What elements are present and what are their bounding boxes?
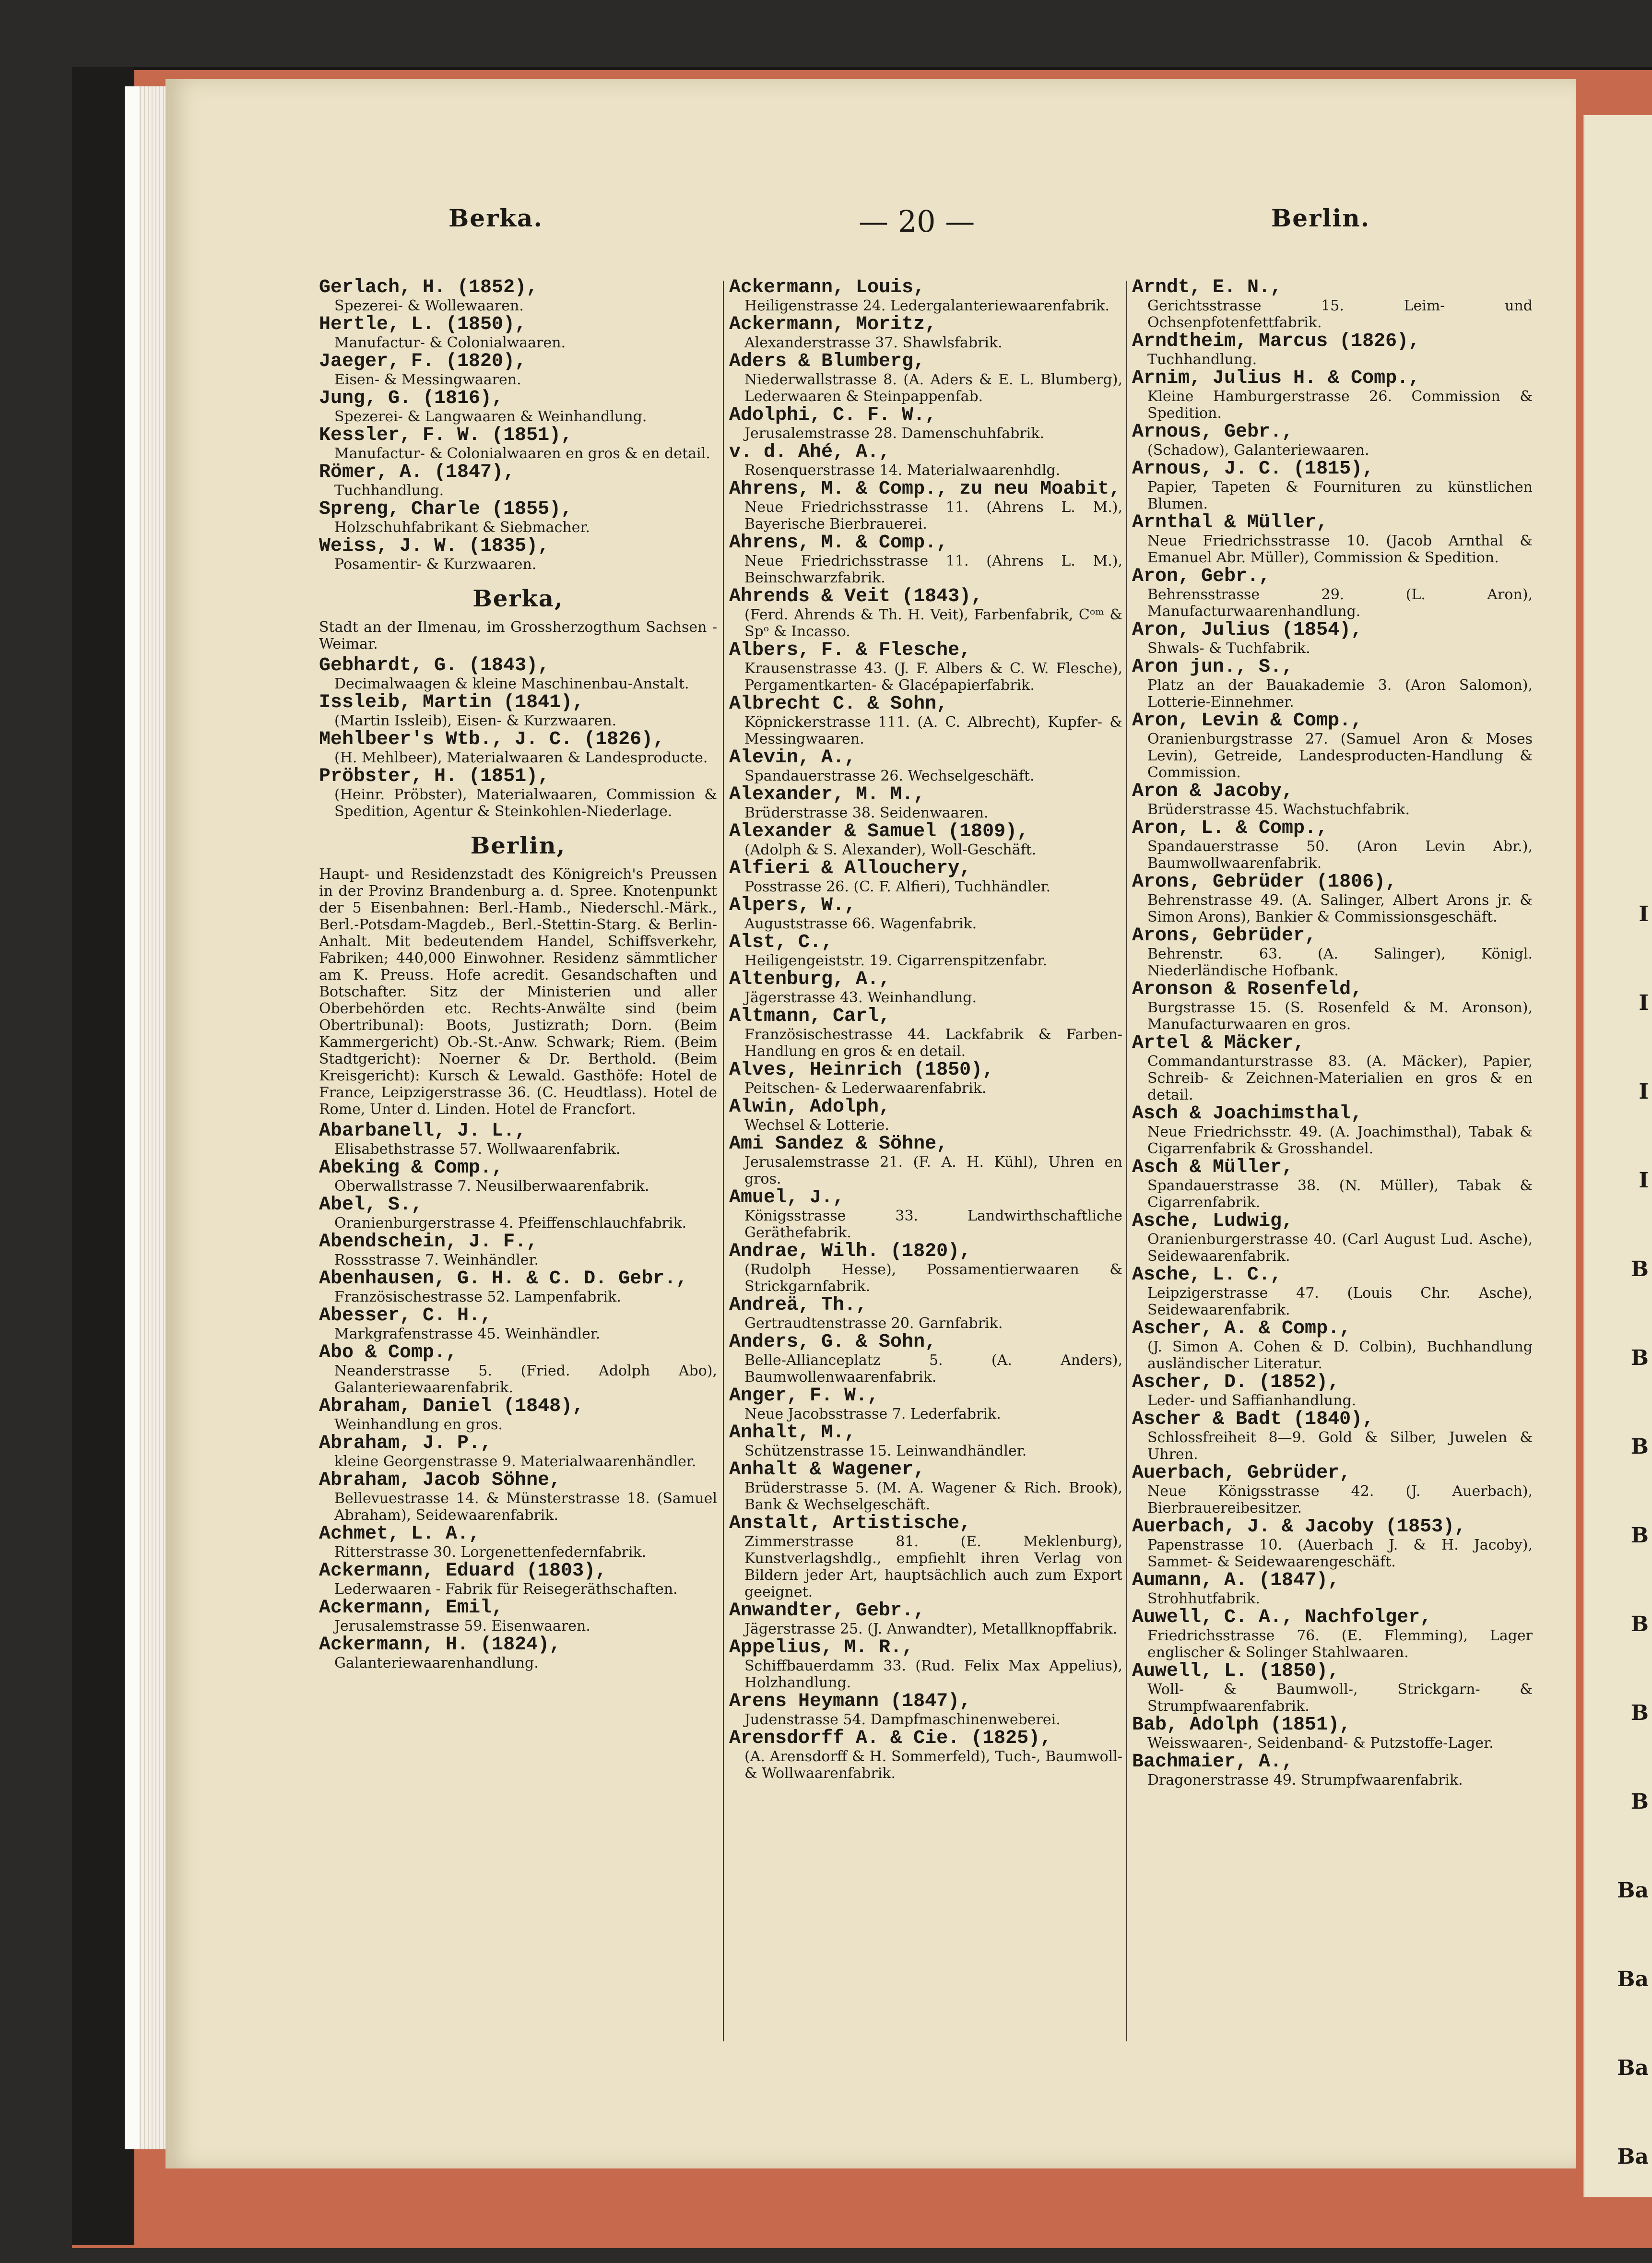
column-rule — [723, 281, 724, 2041]
entry-details: Schiffbauerdamm 33. (Rud. Felix Max Appelius), Holzhandlung. — [744, 1658, 1122, 1691]
entry-details: Heiligengeiststr. 19. Cigarrenspitzenfabr. — [744, 952, 1048, 969]
entry-details: Shwals- & Tuchfabrik. — [1147, 640, 1310, 657]
entry-details: Oranienburgstrasse 27. (Samuel Aron & Moses Levin), Getreide, Landesproducten-Handlung & Commission. — [1147, 731, 1533, 781]
entry-details: Tuchhandlung. — [1147, 351, 1257, 368]
directory-entry — [729, 352, 1122, 405]
directory-entry — [1132, 423, 1533, 459]
entry-name: Auwell, C. A., Nachfolger, — [1132, 1607, 1432, 1628]
directory-entry — [729, 1460, 1122, 1513]
entry-name: Arnthal & Müller, — [1132, 512, 1328, 533]
directory-entry — [1132, 1034, 1533, 1103]
entry-details: Neue Friedrichsstrasse 11. (Ahrens L. M.), Beinschwarzfabrik. — [744, 553, 1122, 586]
directory-entry — [1132, 513, 1533, 566]
entry-details: Französischestrasse 44. Lackfabrik & Farben-Handlung en gros & en detail. — [744, 1026, 1122, 1060]
entry-name: Gebhardt, G. (1843), — [319, 655, 550, 676]
entry-details: kleine Georgenstrasse 9. Materialwaarenhändler. — [334, 1453, 696, 1470]
directory-entry — [319, 1196, 717, 1232]
entry-name: Aron, L. & Comp., — [1132, 818, 1328, 839]
column-rule — [1126, 281, 1127, 2041]
directory-entry — [729, 480, 1122, 533]
directory-entry — [729, 1135, 1122, 1187]
directory-entry — [319, 278, 717, 314]
directory-entry — [319, 1562, 717, 1598]
entry-details: Weinhandlung en gros. — [334, 1416, 503, 1433]
entry-name: Ami Sandez & Söhne, — [729, 1133, 948, 1155]
entry-details: Oberwallstrasse 7. Neusilberwaarenfabrik. — [334, 1178, 649, 1195]
facing-page-letter: B — [1630, 1612, 1649, 1636]
facing-page-letter: B — [1630, 1701, 1649, 1725]
entry-details: Jerusalemstrasse 28. Damenschuhfabrik. — [744, 425, 1044, 442]
facing-page-letter: I — [1639, 991, 1649, 1015]
directory-entry — [1132, 1716, 1533, 1752]
facing-page-letter: I — [1639, 902, 1649, 926]
entry-details: Neue Königsstrasse 42. (J. Auerbach), Bierbrauereibesitzer. — [1147, 1483, 1533, 1517]
entry-details: Lederwaaren - Fabrik für Reisegeräthschaften. — [334, 1581, 678, 1598]
entry-details: Schlossfreiheit 8—9. Gold & Silber, Juwelen & Uhren. — [1147, 1429, 1533, 1463]
directory-entry — [1132, 1212, 1533, 1265]
entry-details: Peitschen- & Lederwaarenfabrik. — [744, 1080, 987, 1097]
directory-entry — [319, 1397, 717, 1433]
entry-name: Ahrens, M. & Comp., zu neu Moabit, — [729, 478, 1121, 500]
entry-details: (Ferd. Ahrends & Th. H. Veit), Farbenfabrik, Cᵒᵐ & Spᵒ & Incasso. — [744, 606, 1122, 640]
entry-name: Mehlbeer's Wtb., J. C. (1826), — [319, 729, 665, 750]
entry-details: Auguststrasse 66. Wagenfabrik. — [744, 915, 977, 932]
entry-name: Alst, C., — [729, 932, 833, 953]
directory-entry — [729, 1601, 1122, 1637]
directory-entry — [729, 748, 1122, 784]
entry-name: Aumann, A. (1847), — [1132, 1570, 1340, 1591]
entry-details: Markgrafenstrasse 45. Weinhändler. — [334, 1326, 601, 1342]
entry-name: Anwandter, Gebr., — [729, 1600, 925, 1622]
directory-entry — [1132, 926, 1533, 979]
entry-name: Anger, F. W., — [729, 1385, 879, 1407]
directory-entry — [319, 500, 717, 536]
entry-details: Spezerei- & Langwaaren & Weinhandlung. — [334, 408, 647, 425]
entry-details: Neue Friedrichsstrasse 11. (Ahrens L. M.), Bayerische Bierbrauerei. — [744, 499, 1122, 533]
entry-details: Behrensstrasse 29. (L. Aron), Manufacturwaarenhandlung. — [1147, 586, 1533, 620]
directory-entry — [1132, 1266, 1533, 1318]
entry-details: Leder- und Saffianhandlung. — [1147, 1392, 1357, 1409]
entry-name: Abraham, Jacob Söhne, — [319, 1469, 561, 1491]
entry-name: Achmet, L. A., — [319, 1523, 481, 1545]
directory-entry — [1132, 332, 1533, 368]
directory-entry — [729, 587, 1122, 640]
directory-entry — [319, 1122, 717, 1158]
directory-entry — [729, 695, 1122, 747]
directory-entry — [319, 656, 717, 692]
entry-details: Niederwallstrasse 8. (A. Aders & E. L. Blumberg), Lederwaaren & Steinpappenfab. — [744, 371, 1122, 405]
entry-name: Abel, S., — [319, 1194, 423, 1216]
directory-entry — [729, 1188, 1122, 1241]
entry-name: v. d. Ahé, A., — [729, 441, 891, 463]
directory-entry — [729, 1061, 1122, 1097]
entry-details: Neue Jacobsstrasse 7. Lederfabrik. — [744, 1406, 1001, 1422]
column-2 — [729, 278, 1122, 2053]
entry-name: Altenburg, A., — [729, 969, 891, 990]
entry-details: Behrenstrasse 49. (A. Salinger, Albert Arons jr. & Simon Arons), Bankier & Commissionsgeschäft. — [1147, 892, 1533, 925]
facing-page-letter: B — [1630, 1523, 1649, 1548]
directory-entry — [319, 1269, 717, 1305]
entry-name: Anders, G. & Sohn, — [729, 1331, 937, 1353]
directory-entry — [1132, 369, 1533, 422]
entry-name: Alexander & Samuel (1809), — [729, 821, 1029, 842]
directory-entry — [729, 1007, 1122, 1060]
entry-details: Neue Friedrichsstr. 49. (A. Joachimsthal), Tabak & Cigarrenfabrik & Grosshandel. — [1147, 1124, 1533, 1157]
entry-details: (A. Arensdorff & H. Sommerfeld), Tuch-, Baumwoll- & Wollwaarenfabrik. — [744, 1748, 1122, 1782]
entry-details: (Adolph & S. Alexander), Woll-Geschäft. — [744, 841, 1037, 858]
entry-details: Gertraudtenstrasse 20. Garnfabrik. — [744, 1315, 1003, 1332]
entry-name: Anhalt, M., — [729, 1422, 856, 1444]
entry-details: Belle-Allianceplatz 5. (A. Anders), Baumwollenwaarenfabrik. — [744, 1352, 1122, 1386]
entry-details: Jerusalemstrasse 21. (F. A. H. Kühl), Uhren en gros. — [744, 1154, 1122, 1187]
directory-entry — [319, 1306, 717, 1342]
directory-entry — [319, 730, 717, 766]
entry-name: Ascher & Badt (1840), — [1132, 1409, 1374, 1430]
section-title-berka: Berka, — [472, 585, 564, 612]
entry-name: Ackermann, Louis, — [729, 278, 925, 298]
entry-name: Kessler, F. W. (1851), — [319, 425, 573, 446]
entry-details: (Rudolph Hesse), Possamentierwaaren & Strickgarnfabrik. — [744, 1261, 1122, 1295]
entry-details: (H. Mehlbeer), Materialwaaren & Landesproducte. — [334, 749, 708, 766]
directory-entry — [1132, 1517, 1533, 1570]
entry-name: Arnous, J. C. (1815), — [1132, 458, 1374, 480]
entry-details: Jägerstrasse 43. Weinhandlung. — [744, 989, 977, 1006]
directory-entry — [729, 785, 1122, 821]
directory-entry — [1132, 873, 1533, 925]
entry-details: Köpnickerstrasse 111. (A. C. Albrecht), Kupfer- & Messingwaaren. — [744, 714, 1122, 747]
entry-details: Manufactur- & Colonialwaaren. — [334, 334, 566, 351]
facing-page-letter: Ba — [1617, 1878, 1649, 1903]
entry-name: Aron & Jacoby, — [1132, 781, 1294, 802]
entry-details: (J. Simon A. Cohen & D. Colbin), Buchhandlung ausländischer Literatur. — [1147, 1339, 1533, 1372]
entry-name: Ahrends & Veit (1843), — [729, 586, 983, 607]
entry-details: Krausenstrasse 43. (J. F. Albers & C. W. Flesche), Pergamentkarten- & Glacépapierfabrik. — [744, 660, 1122, 694]
directory-entry — [729, 896, 1122, 932]
entry-details: Ritterstrasse 30. Lorgenettenfedernfabrik. — [334, 1544, 647, 1561]
directory-entry — [1132, 1662, 1533, 1715]
entry-name: Albrecht C. & Sohn, — [729, 693, 948, 715]
directory-entry — [729, 933, 1122, 969]
entry-name: Adolphi, C. F. W., — [729, 404, 937, 426]
entry-details: Oranienburgerstrasse 40. (Carl August Lud. Asche), Seidewaarenfabrik. — [1147, 1231, 1533, 1265]
directory-entry — [1132, 1571, 1533, 1607]
entry-details: Burgstrasse 15. (S. Rosenfeld & M. Aronson), Manufacturwaaren en gros. — [1147, 999, 1533, 1033]
directory-entry — [319, 315, 717, 351]
directory-entry — [1132, 278, 1533, 331]
entry-details: Brüderstrasse 45. Wachstuchfabrik. — [1147, 801, 1410, 818]
entry-name: Asch & Joachimsthal, — [1132, 1103, 1363, 1125]
directory-entry — [319, 693, 717, 729]
directory-entry — [729, 1242, 1122, 1295]
directory-entry — [319, 352, 717, 388]
entry-name: Aron, Levin & Comp., — [1132, 710, 1363, 732]
directory-entry — [1132, 782, 1533, 818]
entry-name: Alevin, A., — [729, 747, 856, 769]
directory-entry — [1132, 1410, 1533, 1463]
entry-details: Neue Friedrichsstrasse 10. (Jacob Arnthal & Emanuel Abr. Müller), Commission & Spedition. — [1147, 533, 1533, 566]
entry-name: Aron jun., S., — [1132, 656, 1294, 678]
directory-entry — [729, 443, 1122, 479]
directory-entry — [319, 1232, 717, 1268]
entry-name: Auerbach, Gebrüder, — [1132, 1462, 1351, 1484]
directory-entry — [729, 1729, 1122, 1782]
entry-name: Altmann, Carl, — [729, 1006, 891, 1027]
entry-details: Galanteriewaarenhandlung. — [334, 1655, 539, 1671]
entry-details: Decimalwaagen & kleine Maschinenbau-Anstalt. — [334, 675, 689, 692]
section-title-berlin: Berlin, — [470, 832, 566, 859]
directory-entry — [319, 1635, 717, 1671]
directory-entry — [729, 1514, 1122, 1600]
directory-entry — [729, 970, 1122, 1006]
entry-name: Abenhausen, G. H. & C. D. Gebr., — [319, 1268, 688, 1290]
entry-name: Asch & Müller, — [1132, 1157, 1294, 1178]
directory-entry — [729, 822, 1122, 858]
facing-page-edge — [1583, 115, 1652, 2197]
directory-entry — [319, 426, 717, 462]
directory-entry — [729, 1638, 1122, 1691]
entry-details: Kleine Hamburgerstrasse 26. Commission & Spedition. — [1147, 388, 1533, 422]
entry-details: Tuchhandlung. — [334, 482, 444, 499]
entry-name: Jung, G. (1816), — [319, 388, 504, 409]
directory-entry — [729, 1098, 1122, 1134]
entry-details: Commandanturstrasse 83. (A. Mäcker), Papier, Schreib- & Zeichnen-Materialien en gros & en detail. — [1147, 1053, 1533, 1103]
facing-page-letter: B — [1630, 1434, 1649, 1459]
entry-name: Alfieri & Allouchery, — [729, 858, 971, 879]
entry-details: Brüderstrasse 38. Seidenwaaren. — [744, 805, 989, 821]
directory-entry — [1132, 1753, 1533, 1789]
directory-entry — [319, 1471, 717, 1524]
directory-entry — [729, 1333, 1122, 1386]
directory-entry — [1132, 460, 1533, 512]
entry-name: Aron, Gebr., — [1132, 566, 1271, 587]
entry-details: Jerusalemstrasse 59. Eisenwaaren. — [334, 1618, 590, 1635]
directory-entry — [1132, 1104, 1533, 1157]
directory-entry — [729, 641, 1122, 694]
entry-details: Jägerstrasse 25. (J. Anwandter), Metallknopffabrik. — [744, 1621, 1118, 1637]
entry-details: Spandauerstrasse 38. (N. Müller), Tabak & Cigarrenfabrik. — [1147, 1177, 1533, 1211]
entry-name: Arndtheim, Marcus (1826), — [1132, 331, 1420, 352]
directory-entry — [729, 1386, 1122, 1422]
facing-page-letter: I — [1639, 1168, 1649, 1193]
directory-entry — [1132, 621, 1533, 657]
entry-details: Schützenstrasse 15. Leinwandhändler. — [744, 1443, 1027, 1459]
entry-name: Hertle, L. (1850), — [319, 314, 527, 335]
entry-name: Arons, Gebrüder (1806), — [1132, 871, 1397, 893]
directory-entry — [319, 1525, 717, 1561]
directory-entry — [319, 463, 717, 499]
entry-details: Holzschuhfabrikant & Siebmacher. — [334, 519, 590, 536]
directory-entry — [1132, 1373, 1533, 1409]
entry-details: Manufactur- & Colonialwaaren en gros & en detail. — [334, 445, 710, 462]
entry-name: Alexander, M. M., — [729, 784, 925, 806]
directory-entry — [319, 767, 717, 820]
entry-name: Aders & Blumberg, — [729, 351, 925, 372]
entry-name: Ackermann, Emil, — [319, 1597, 504, 1619]
entry-details: Eisen- & Messingwaaren. — [334, 371, 521, 388]
entry-details: Dragonerstrasse 49. Strumpfwaarenfabrik. — [1147, 1772, 1463, 1789]
facing-page-letter: Ba — [1617, 1967, 1649, 1991]
entry-details: (Schadow), Galanteriewaaren. — [1147, 442, 1369, 459]
entry-details: Königsstrasse 33. Landwirthschaftliche Geräthefabrik. — [744, 1208, 1122, 1241]
entry-name: Ackermann, Moritz, — [729, 314, 937, 335]
entry-name: Arens Heymann (1847), — [729, 1691, 971, 1712]
facing-page-letter: B — [1630, 1789, 1649, 1814]
entry-name: Abraham, J. P., — [319, 1433, 492, 1454]
entry-name: Ascher, A. & Comp., — [1132, 1318, 1351, 1339]
directory-entry — [1132, 819, 1533, 872]
section-desc-berka: Stadt an der Ilmenau, im Grossherzogthum Sachsen - Weimar. — [319, 619, 717, 652]
column-3 — [1132, 278, 1533, 2053]
entry-details: Judenstrasse 54. Dampfmaschinenweberei. — [744, 1711, 1061, 1728]
directory-entry — [319, 389, 717, 425]
entry-details: Französischestrasse 52. Lampenfabrik. — [334, 1289, 621, 1305]
entry-name: Pröbster, H. (1851), — [319, 766, 550, 787]
entry-details: Behrenstr. 63. (A. Salinger), Königl. Niederländische Hofbank. — [1147, 946, 1533, 979]
entry-name: Anhalt & Wagener, — [729, 1459, 925, 1481]
directory-entry — [1132, 1608, 1533, 1661]
entry-name: Alwin, Adolph, — [729, 1096, 891, 1118]
entry-name: Abo & Comp., — [319, 1342, 458, 1363]
directory-entry — [729, 1423, 1122, 1459]
entry-details: Wechsel & Lotterie. — [744, 1117, 889, 1134]
entry-details: Platz an der Bauakademie 3. (Aron Salomon), Lotterie-Einnehmer. — [1147, 677, 1533, 711]
entry-details: Spandauerstrasse 50. (Aron Levin Abr.), Baumwollwaarenfabrik. — [1147, 838, 1533, 872]
entry-name: Artel & Mäcker, — [1132, 1032, 1305, 1054]
entry-name: Alves, Heinrich (1850), — [729, 1059, 994, 1081]
directory-entry — [729, 406, 1122, 442]
directory-entry — [729, 315, 1122, 351]
entry-name: Arons, Gebrüder, — [1132, 925, 1317, 947]
entry-details: (Heinr. Pröbster), Materialwaaren, Commission & Spedition, Agentur & Steinkohlen-Niederlage. — [334, 786, 717, 820]
running-head-left: Berka. — [448, 204, 543, 232]
directory-entry — [319, 1599, 717, 1635]
entry-name: Bab, Adolph (1851), — [1132, 1714, 1351, 1736]
directory-entry — [319, 1159, 717, 1195]
entry-details: Elisabethstrasse 57. Wollwaarenfabrik. — [334, 1141, 621, 1158]
facing-page-letter: Ba — [1617, 2145, 1649, 2169]
entry-name: Arnim, Julius H. & Comp., — [1132, 367, 1420, 389]
entry-name: Gerlach, H. (1852), — [319, 278, 538, 298]
entry-name: Abraham, Daniel (1848), — [319, 1396, 584, 1417]
facing-page-letter: B — [1630, 1257, 1649, 1281]
entry-name: Römer, A. (1847), — [319, 462, 515, 483]
entry-name: Aron, Julius (1854), — [1132, 619, 1363, 641]
entry-details: Friedrichsstrasse 76. (E. Flemming), Lager englischer & Solinger Stahlwaaren. — [1147, 1627, 1533, 1661]
entry-name: Abendschein, J. F., — [319, 1231, 538, 1253]
directory-entry — [319, 1434, 717, 1470]
entry-details: Rossstrasse 7. Weinhändler. — [334, 1252, 539, 1268]
directory-entry — [729, 278, 1122, 314]
entry-name: Auwell, L. (1850), — [1132, 1660, 1340, 1682]
white-sheet — [125, 86, 139, 2149]
entry-details: Posstrasse 26. (C. F. Alfieri), Tuchhändler. — [744, 878, 1051, 895]
directory-entry — [729, 533, 1122, 586]
entry-name: Ascher, D. (1852), — [1132, 1372, 1340, 1393]
entry-name: Abesser, C. H., — [319, 1305, 492, 1327]
entry-details: Heiligenstrasse 24. Ledergalanteriewaarenfabrik. — [744, 297, 1110, 314]
entry-details: Spezerei- & Wollewaaren. — [334, 297, 524, 314]
entry-name: Ahrens, M. & Comp., — [729, 532, 948, 554]
entry-name: Arndt, E. N., — [1132, 278, 1282, 298]
entry-name: Bachmaier, A., — [1132, 1751, 1294, 1773]
entry-details: Papenstrasse 10. (Auerbach J. & H. Jacoby), Sammet- & Seidewaarengeschäft. — [1147, 1537, 1533, 1570]
directory-entry — [729, 1296, 1122, 1332]
entry-name: Appelius, M. R., — [729, 1637, 914, 1659]
entry-name: Andrae, Wilh. (1820), — [729, 1241, 971, 1262]
entry-details: Spandauerstrasse 26. Wechselgeschäft. — [744, 768, 1035, 784]
directory-entry — [1132, 567, 1533, 620]
entry-details: Weisswaaren-, Seidenband- & Putzstoffe-Lager. — [1147, 1735, 1494, 1752]
entry-name: Aronson & Rosenfeld, — [1132, 979, 1363, 1000]
entry-name: Anstalt, Artistische, — [729, 1513, 971, 1534]
entry-name: Ackermann, Eduard (1803), — [319, 1560, 607, 1582]
entry-name: Abarbanell, J. L., — [319, 1120, 527, 1142]
directory-entry — [1132, 1158, 1533, 1211]
entry-details: Alexanderstrasse 37. Shawlsfabrik. — [744, 334, 1003, 351]
entry-name: Arnous, Gebr., — [1132, 421, 1294, 443]
entry-name: Spreng, Charle (1855), — [319, 498, 573, 520]
facing-page-letter: Ba — [1617, 2056, 1649, 2080]
directory-entry — [1132, 1319, 1533, 1372]
entry-details: Oranienburgerstrasse 4. Pfeiffenschlauchfabrik. — [334, 1215, 687, 1232]
entry-name: Amuel, J., — [729, 1187, 845, 1209]
entry-name: Issleib, Martin (1841), — [319, 692, 584, 713]
directory-entry — [319, 1343, 717, 1396]
facing-page-letter: I — [1639, 1079, 1649, 1104]
entry-name: Ackermann, H. (1824), — [319, 1634, 561, 1656]
entry-details: Brüderstrasse 5. (M. A. Wagener & Rich. Brook), Bank & Wechselgeschäft. — [744, 1480, 1122, 1513]
directory-entry — [729, 859, 1122, 895]
directory-entry — [1132, 1464, 1533, 1517]
entry-details: Strohhutfabrik. — [1147, 1590, 1260, 1607]
entry-details: Zimmerstrasse 81. (E. Meklenburg), Kunstverlagshdlg., empfiehlt ihren Verlag von Bildern jeder Art, hauptsächlich auch zum Export geeignet. — [744, 1533, 1122, 1600]
directory-entry — [1132, 980, 1533, 1033]
entry-name: Abeking & Comp., — [319, 1157, 504, 1179]
entry-details: (Martin Issleib), Eisen- & Kurzwaaren. — [334, 712, 617, 729]
page-number: — 20 — — [859, 204, 975, 239]
entry-details: Bellevuestrasse 14. & Münsterstrasse 18. (Samuel Abraham), Seidewaarenfabrik. — [334, 1490, 717, 1524]
entry-name: Asche, Ludwig, — [1132, 1210, 1294, 1232]
column-1 — [319, 278, 717, 2053]
directory-entry — [1132, 711, 1533, 781]
entry-details: Posamentir- & Kurzwaaren. — [334, 556, 537, 573]
directory-entry — [729, 1692, 1122, 1728]
entry-details: Gerichtsstrasse 15. Leim- und Ochsenpfotenfettfabrik. — [1147, 297, 1533, 331]
entry-details: Woll- & Baumwoll-, Strickgarn- & Strumpfwaarenfabrik. — [1147, 1681, 1533, 1715]
entry-name: Andreä, Th., — [729, 1294, 868, 1316]
entry-details: Rosenquerstrasse 14. Materialwaarenhdlg. — [744, 462, 1061, 479]
entry-details: Leipzigerstrasse 47. (Louis Chr. Asche), Seidewaarenfabrik. — [1147, 1285, 1533, 1318]
running-head-right: Berlin. — [1271, 204, 1370, 232]
entry-name: Albers, F. & Flesche, — [729, 640, 971, 661]
entry-name: Jaeger, F. (1820), — [319, 351, 527, 372]
entry-details: Neanderstrasse 5. (Fried. Adolph Abo), Galanteriewaarenfabrik. — [334, 1363, 717, 1396]
entry-name: Arensdorff A. & Cie. (1825), — [729, 1728, 1052, 1749]
entry-name: Auerbach, J. & Jacoby (1853), — [1132, 1516, 1466, 1538]
directory-entry — [1132, 658, 1533, 711]
entry-name: Asche, L. C., — [1132, 1264, 1282, 1286]
entry-name: Alpers, W., — [729, 895, 856, 916]
directory-entry — [319, 537, 717, 573]
section-desc-berlin: Haupt- und Residenzstadt des Königreich's Preussen in der Provinz Brandenburg a. d. Spree. Knotenpunkt der 5 Eisenbahnen: Berl.-Hamb., Niederschl.-Märk., Berl.-Potsdam-Magdeb., Berl.-Stettin-Starg. & Berlin-Anhalt. Mit bedeutendem Handel, Schiffsverkehr, Fabriken; 440,000 Einwohner. Residenz sämmtlicher am K. Preuss. Hofe acredit. Gesandschaften und Botschafter. Sitz der Ministerien und aller Oberbehörden etc. Rechts-Anwälte sind (beim Obertribunal): Boots, Justizrath; Dorn. (Beim Kammergericht) Ob.-St.-Anw. Schwark; Riem. (Beim Stadtgericht): Noerner & Dr. Berthold. (Beim Kreisgericht): Kursch & Lewald. Gasthöfe: Hotel de France, Leipzigerstrasse 36. (C. Heudtlass). Hotel de Rome, Unter d. Linden. Hotel de Francfort. — [319, 866, 717, 1118]
facing-page-letter: B — [1630, 1346, 1649, 1370]
entry-name: Weiss, J. W. (1835), — [319, 535, 550, 557]
entry-details: Papier, Tapeten & Fournituren zu künstlichen Blumen. — [1147, 479, 1533, 512]
